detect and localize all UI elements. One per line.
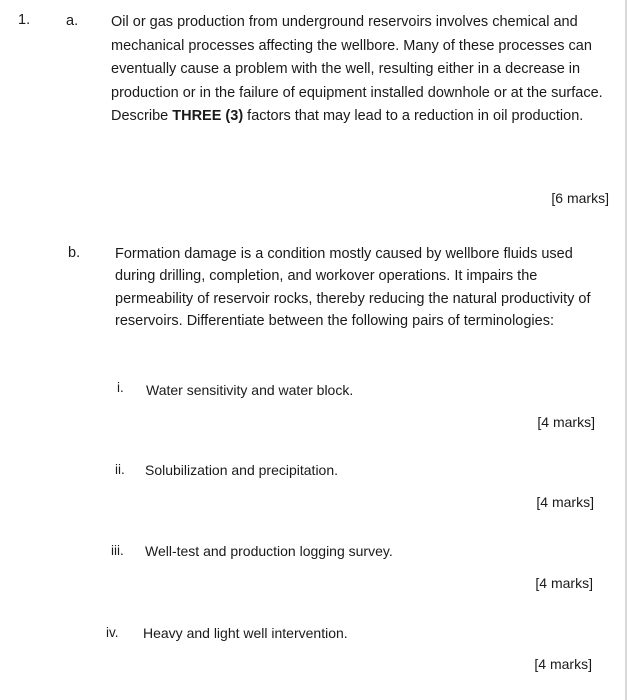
item-3-marks: [4 marks]: [535, 575, 593, 591]
part-b-text: Formation damage is a condition mostly caused by wellbore fluids used during drilling, completion, and workover operations. It impairs the permeability of reservoir rocks, thereby reducing the natural productivity of reservoirs. Differentiate between the following pairs of terminologies:: [115, 246, 591, 330]
item-2-marks: [4 marks]: [536, 494, 594, 510]
item-1-text: Water sensitivity and water block.: [146, 382, 354, 398]
part-a-text-start: Oil or gas production from underground reservoirs involves chemical and mechanical processes affecting the wellbore. Many of these processes can eventually cause a problem with the well, resulting either in a decrease in production or in the failure of equipment installed downhole or at the surface. Describe: [111, 14, 603, 125]
item-1-numeral: i.: [117, 380, 124, 395]
item-2-numeral: ii.: [115, 462, 125, 477]
item-4-numeral: iv.: [106, 625, 119, 640]
item-2-text: Solubilization and precipitation.: [145, 462, 339, 478]
item-4-text: Heavy and light well intervention.: [143, 625, 348, 641]
part-a-bold-count: THREE (3): [172, 108, 244, 125]
question-number: 1.: [18, 12, 31, 28]
part-a-text: [111, 11, 615, 129]
part-a-text-end: factors that may lead to a reduction in oil production.: [243, 108, 584, 125]
item-4-marks: [4 marks]: [534, 656, 592, 672]
item-3-numeral: iii.: [111, 543, 124, 558]
item-3-text: Well-test and production logging survey.: [145, 543, 393, 559]
part-a-marks: [6 marks]: [551, 190, 609, 206]
part-a-label: a.: [66, 13, 79, 29]
item-1-marks: [4 marks]: [537, 414, 595, 430]
part-b-label: b.: [68, 245, 81, 261]
